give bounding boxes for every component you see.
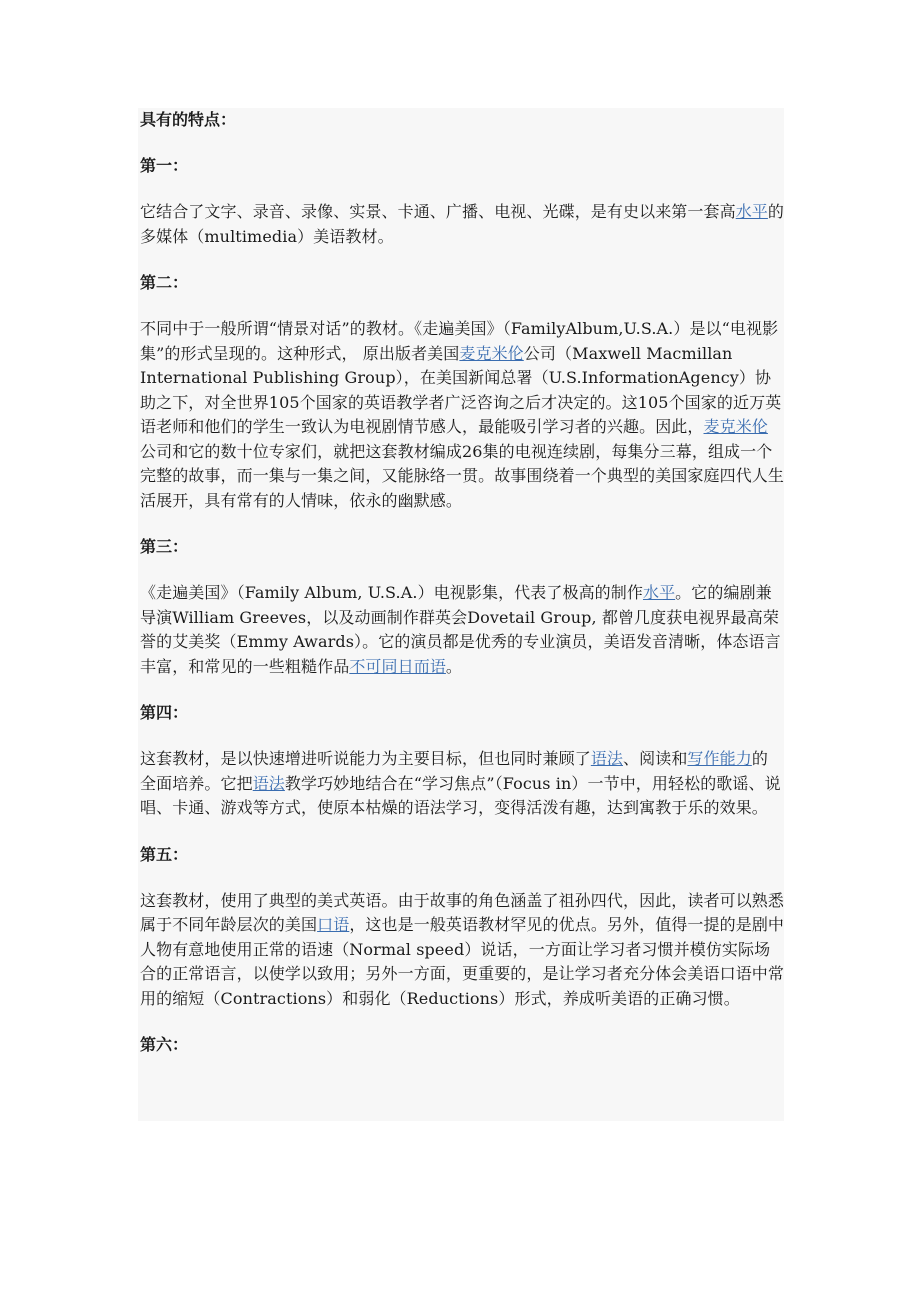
text-segment: 。它的编剧兼导演William Greeves，以及动画制作群英会Dovetail Group, 都曾几度获电视界最高荣誉的艾美奖（Emmy Awards）。它的演员都是优秀的专业演员，美语发音清晰，体态语言丰富，和常见的一些粗糙作品	[140, 583, 781, 676]
inline-link[interactable]: 语法	[252, 773, 285, 793]
text-segment: 的全面培养。它把	[140, 749, 768, 793]
section-4-heading: 第四：	[140, 703, 189, 722]
section-6-heading: 第六：	[140, 1035, 189, 1054]
section-2-paragraph	[140, 317, 784, 513]
section-5-paragraph	[140, 889, 784, 1012]
spacer	[140, 821, 784, 843]
section-3-heading: 第三：	[140, 537, 189, 556]
section-4-paragraph	[140, 747, 784, 821]
inline-link[interactable]: 麦克米伦	[703, 417, 768, 436]
text-segment: 公司（Maxwell Macmillan International Publishing Group），在美国新闻总署（U.S.InformationAgency）协助之下，对全世界105个国家的英语教学者广泛咨询之后才决定的。这105个国家的近万英语老师和他们的学生一致认为电视剧情节感人，最能吸引学习者的兴趣。因此，	[140, 343, 782, 436]
inline-link[interactable]: 麦克米伦	[459, 343, 524, 363]
section-3-paragraph	[140, 581, 784, 679]
section-1-paragraph	[140, 200, 784, 249]
text-segment: 它结合了文字、录音、录像、实景、卡通、广播、电视、光碟，是有史以来第一套高	[140, 202, 736, 221]
text-segment: 。	[445, 656, 463, 676]
spacer	[140, 513, 784, 535]
spacer	[140, 559, 784, 581]
text-segment: 这套教材，使用了典型的美式英语。由于故事的角色涵盖了祖孙四代，因此，读者可以熟悉属于不同年龄层次的美国	[140, 890, 784, 934]
inline-link[interactable]: 写作能力	[687, 749, 752, 768]
spacer	[140, 132, 784, 154]
text-segment: 的多媒体（multimedia）美语教材。	[140, 202, 784, 246]
text-segment: 《走遍美国》（Family Album, U.S.A.）电视影集，代表了极高的制作	[140, 583, 643, 602]
text-segment: 公司和它的数十位专家们，就把这套教材编成26集的电视连续剧，每集分三幕，组成一个完整的故事，而一集与一集之间，又能脉络一贯。故事围绕着一个典型的美国家庭四代人生活展开，具有常有的人情味，依永的幽默感。	[140, 441, 784, 510]
spacer	[140, 295, 784, 317]
article-body	[138, 108, 784, 1057]
inline-link[interactable]: 语法	[590, 749, 624, 768]
inline-link[interactable]: 水平	[642, 583, 676, 602]
intro-heading: 具有的特点：	[140, 110, 237, 129]
spacer	[140, 725, 784, 747]
section-5-heading: 第五：	[140, 844, 189, 864]
spacer	[140, 679, 784, 701]
text-segment: 、阅读和	[623, 749, 688, 768]
text-segment: 不同中于一般所谓“情景对话”的教材。《走遍美国》（FamilyAlbum,U.S.A.）是以“电视影集”的形式呈现的。这种形式， 原出版者美国	[140, 319, 779, 363]
section-1-heading: 第一：	[140, 156, 189, 175]
text-segment: ，这也是一般英语教材罕见的优点。另外，值得一提的是剧中人物有意地使用正常的语速（Normal speed）说话，一方面让学习者习惯并模仿实际场合的正常语言，以使学以致用；另外一方面，更重要的，是让学习者充分体会美语口语中常用的缩短（Contractions）和弱化（Reductions）形式，养成听美语的正确习惯。	[140, 915, 784, 1008]
article-content	[138, 108, 784, 1121]
inline-link[interactable]: 口语	[317, 915, 350, 934]
spacer	[140, 249, 784, 271]
inline-link[interactable]: 水平	[735, 202, 768, 221]
inline-link[interactable]: 不可同日而语	[349, 656, 446, 676]
text-segment: 教学巧妙地结合在“学习焦点”（Focus in）一节中，用轻松的歌谣、说唱、卡通、游戏等方式，使原本枯燥的语法学习，变得活泼有趣，达到寓教于乐的效果。	[140, 773, 781, 817]
spacer	[140, 1011, 784, 1033]
section-2-heading: 第二：	[140, 273, 189, 292]
spacer	[140, 867, 784, 889]
text-segment: 这套教材，是以快速增进听说能力为主要目标，但也同时兼顾了	[140, 749, 591, 768]
spacer	[140, 178, 784, 200]
